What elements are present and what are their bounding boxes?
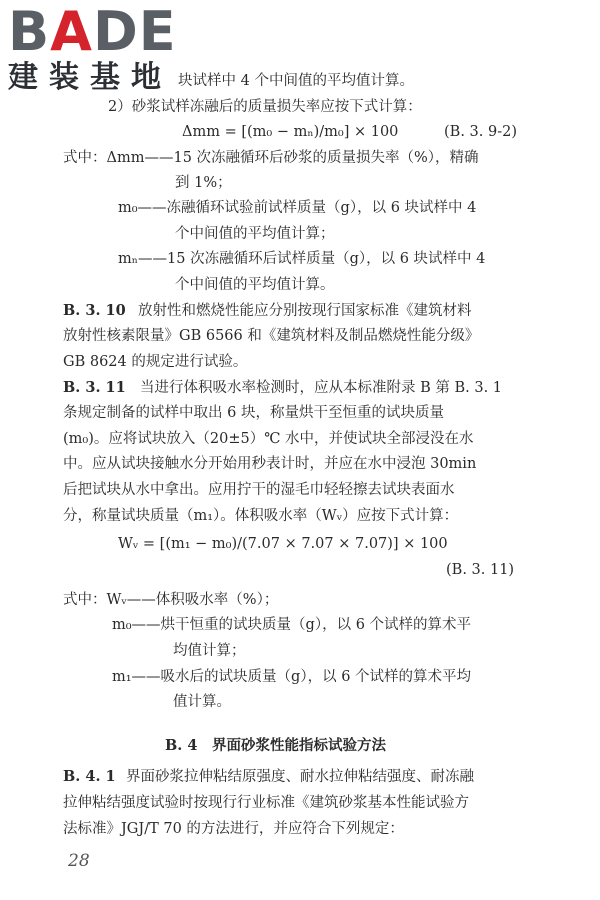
- clause-number: B. 3. 11: [63, 379, 126, 396]
- text-line: 个中间值的平均值计算；: [175, 226, 335, 242]
- text-line: 后把试块从水中拿出。应用拧干的湿毛巾轻轻擦去试块表面水: [63, 482, 455, 498]
- text-line: 中。应从试块接触水分开始用秒表计时，并应在水中浸泡 30min: [63, 456, 477, 472]
- text-line: 放射性和燃烧性能应分别按现行国家标准《建筑材料: [138, 303, 472, 319]
- text-line: 均值计算；: [173, 643, 246, 659]
- equation-number: (B. 3. 11): [446, 562, 515, 578]
- text-line: 2）砂浆试样冻融后的质量损失率应按下式计算：: [108, 99, 422, 115]
- page-number: 28: [68, 851, 90, 871]
- bade-logo: [8, 0, 178, 104]
- logo-subtitle: 建装基地: [8, 60, 172, 95]
- text-line: 式中：Wᵥ——体积吸水率（%）；: [63, 592, 279, 608]
- text-line: 法标准》JGJ/T 70 的方法进行，并应符合下列规定：: [63, 821, 404, 837]
- text-line: 放射性核素限量》GB 6566 和《建筑材料及制品燃烧性能分级》: [63, 328, 480, 344]
- text-line: GB 8624 的规定进行试验。: [63, 354, 248, 370]
- section-heading: B. 4 界面砂浆性能指标试验方法: [165, 737, 386, 754]
- equation-number: (B. 3. 9-2): [444, 124, 517, 140]
- text-line: 值计算。: [173, 694, 231, 710]
- text-line: (m₀)。应将试块放入（20±5）℃ 水中，并使试块全部浸没在水: [63, 431, 474, 447]
- text-line: 到 1%；: [175, 175, 232, 191]
- text-line: 个中间值的平均值计算。: [175, 277, 335, 293]
- text-line: mₙ——15 次冻融循环后试样质量（g），以 6 块试样中 4: [118, 251, 486, 267]
- text-line: 块试样中 4 个中间值的平均值计算。: [178, 73, 414, 89]
- text-line: 分，称量试块质量（m₁）。体积吸水率（Wᵥ）应按下式计算：: [63, 508, 459, 524]
- text-line: 式中：Δmm——15 次冻融循环后砂浆的质量损失率（%），精确: [63, 150, 479, 166]
- text-line: 拉伸粘结强度试验时按现行行业标准《建筑砂浆基本性能试验方: [63, 795, 469, 811]
- formula: Wᵥ = [(m₁ − m₀)/(7.07 × 7.07 × 7.07)] × 100: [118, 536, 448, 552]
- logo-wordmark: BADE: [8, 0, 177, 63]
- clause-number: B. 3. 10: [63, 302, 126, 319]
- text-line: 当进行体积吸水率检测时，应从本标准附录 B 第 B. 3. 1: [140, 380, 503, 396]
- text-line: 界面砂浆拉伸粘结原强度、耐水拉伸粘结强度、耐冻融: [126, 769, 474, 785]
- clause-number: B. 4. 1: [63, 768, 116, 785]
- formula: Δmm = [(m₀ − mₙ)/m₀] × 100: [182, 124, 399, 140]
- text-line: m₀——冻融循环试验前试样质量（g），以 6 块试样中 4: [118, 200, 477, 216]
- text-line: 条规定制备的试样中取出 6 块，称量烘干至恒重的试块质量: [63, 405, 444, 421]
- text-line: m₀——烘干恒重的试块质量（g），以 6 个试样的算术平: [112, 617, 472, 633]
- text-line: m₁——吸水后的试块质量（g），以 6 个试样的算术平均: [112, 669, 472, 685]
